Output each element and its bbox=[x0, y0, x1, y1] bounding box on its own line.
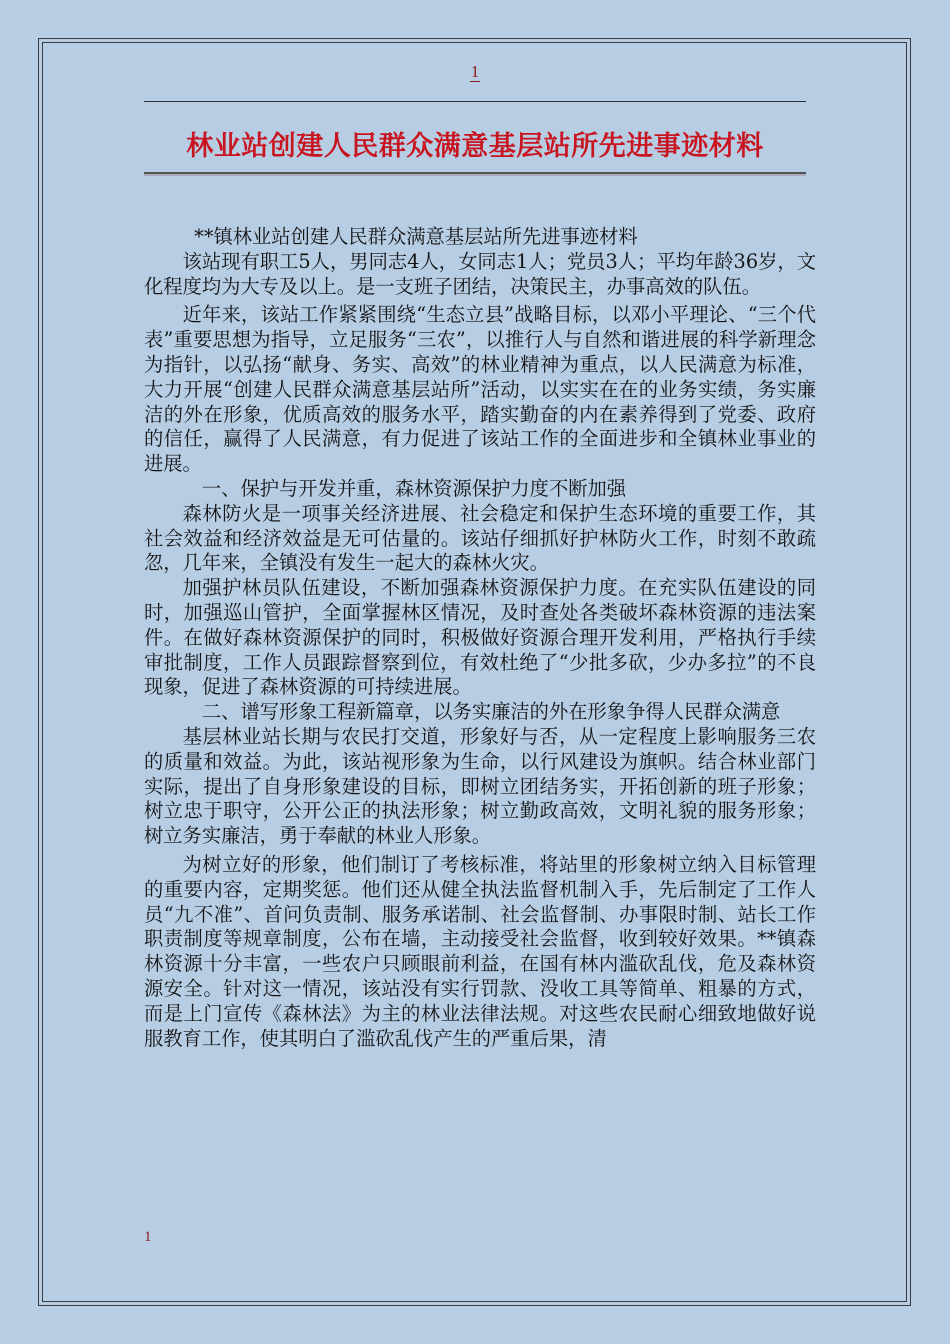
body-paragraph: 该站现有职工5人，男同志4人，女同志1人；党员3人；平均年龄36岁，文化程度均为大专及以上。是一支班子团结，决策民主，办事高效的队伍。 bbox=[144, 249, 816, 298]
title-rule bbox=[144, 172, 806, 174]
header-page-number: 1 bbox=[470, 62, 480, 81]
footer-page-number: 1 bbox=[144, 1229, 152, 1245]
section-heading: 一、保护与开发并重，森林资源保护力度不断加强 bbox=[201, 476, 627, 500]
body-paragraph: 为树立好的形象，他们制订了考核标准，将站里的形象树立纳入目标管理的重要内容，定期奖惩。他们还从健全执法监督机制入手，先后制定了工作人员“九不准”、首问负责制、服务承诺制、社会监督制、办事限时制、站长工作职责制度等规章制度，公布在墙，主动接受社会监督，收到较好效果。**镇森林资源十分丰富，一些农户只顾眼前利益，在国有林内滥砍乱伐，危及森林资源安全。针对这一情况，该站没有实行罚款、没收工具等简单、粗暴的方式，而是上门宣传《森林法》为主的林业法律法规。对这些农民耐心细致地做好说服教育工作，使其明白了滥砍乱伐产生的严重后果，清 bbox=[144, 852, 816, 1050]
body-paragraph: 加强护林员队伍建设，不断加强森林资源保护力度。在充实队伍建设的同时，加强巡山管护，全面掌握林区情况，及时查处各类破坏森林资源的违法案件。在做好森林资源保护的同时，积极做好资源合理开发利用，严格执行手续审批制度，工作人员跟踪督察到位，有效杜绝了“少批多砍，少办多拉”的不良现象，促进了森林资源的可持续进展。 bbox=[144, 576, 816, 699]
body-paragraph: 近年来，该站工作紧紧围绕“生态立县”战略目标，以邓小平理论、“三个代表”重要思想为指导，立足服务“三农”，以推行人与自然和谐进展的科学新理念为指针，以弘扬“献身、务实、高效”的林业精神为重点，以人民满意为标准，大力开展“创建人民群众满意基层站所”活动，以实实在在的业务实绩，务实廉洁的外在形象，优质高效的服务水平，踏实勤奋的内在素养得到了党委、政府的信任，赢得了人民满意，有力促进了该站工作的全面进步和全镇林业事业的进展。 bbox=[144, 303, 816, 476]
body-paragraph: 基层林业站长期与农民打交道，形象好与否，从一定程度上影响服务三农的质量和效益。为此，该站视形象为生命，以行风建设为旗帜。结合林业部门实际，提出了自身形象建设的目标，即树立团结务实，开拓创新的班子形象；树立忠于职守，公开公正的执法形象；树立勤政高效，文明礼貌的服务形象；树立务实廉洁，勇于奉献的林业人形象。 bbox=[144, 724, 816, 848]
document-body bbox=[144, 225, 816, 1051]
header-rule bbox=[144, 101, 806, 102]
subtitle-paragraph: **镇林业站创建人民群众满意基层站所先进事迹材料 bbox=[194, 225, 638, 248]
body-paragraph: 森林防火是一项事关经济进展、社会稳定和保护生态环境的重要工作，其社会效益和经济效益是无可估量的。该站仔细抓好护林防火工作，时刻不敢疏忽，几年来，全镇没有发生一起大的森林火灾。 bbox=[144, 501, 816, 575]
document-title: 林业站创建人民群众满意基层站所先进事迹材料 bbox=[186, 131, 764, 162]
section-heading: 二、谱写形象工程新篇章，以务实廉洁的外在形象争得人民群众满意 bbox=[201, 700, 781, 724]
